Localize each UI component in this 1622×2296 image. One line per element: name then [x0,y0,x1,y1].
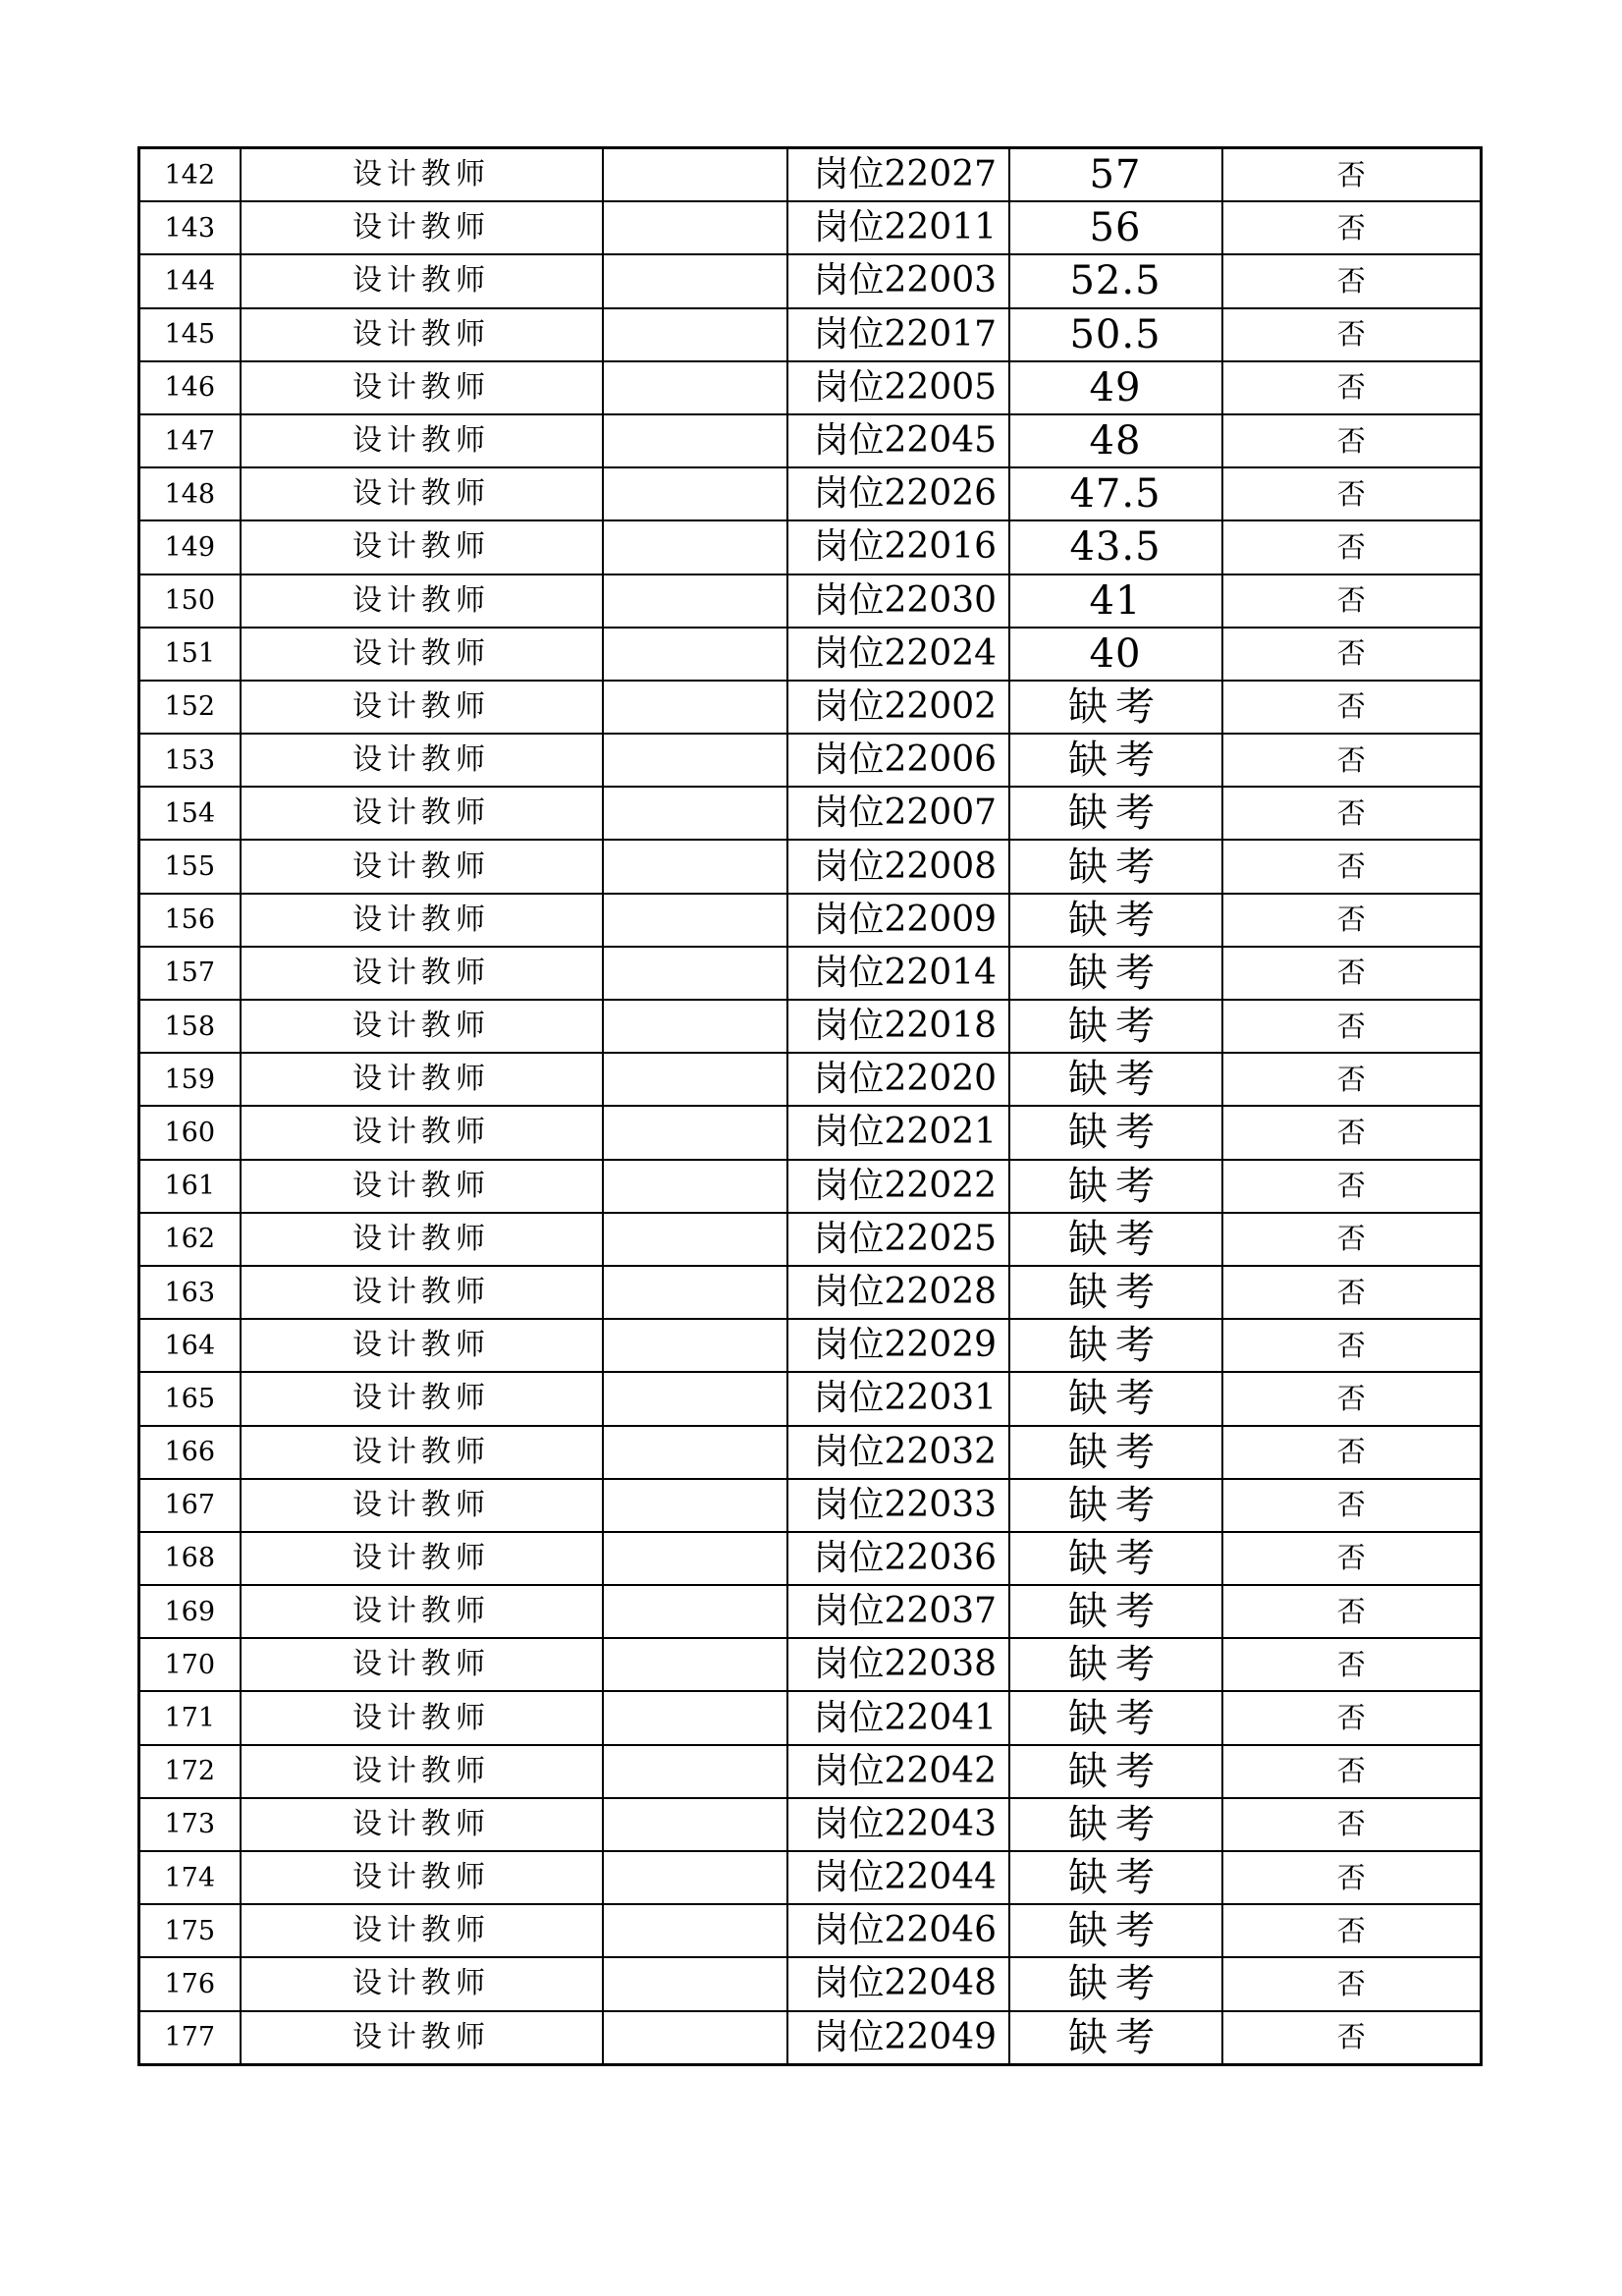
cell-blank [603,1426,787,1479]
cell-score: 缺考 [1009,1851,1222,1904]
table-row [139,1213,1482,1266]
table-row [139,1479,1482,1532]
cell-blank [603,628,787,681]
cell-position-name: 设计教师 [241,148,603,202]
cell-result: 否 [1222,1585,1482,1638]
table-row [139,414,1482,467]
cell-blank [603,1957,787,2010]
cell-blank [603,1213,787,1266]
cell-blank [603,308,787,361]
cell-serial-number: 151 [139,628,241,681]
cell-post-code: 岗位22041 [787,1691,1009,1744]
table-row [139,894,1482,947]
cell-post-code: 岗位22028 [787,1266,1009,1319]
cell-serial-number: 157 [139,947,241,1000]
cell-position-name: 设计教师 [241,1319,603,1372]
cell-score: 缺考 [1009,1585,1222,1638]
cell-score: 缺考 [1009,1160,1222,1213]
cell-post-code: 岗位22005 [787,361,1009,414]
cell-blank [603,1000,787,1053]
cell-serial-number: 173 [139,1798,241,1851]
cell-position-name: 设计教师 [241,1638,603,1691]
cell-serial-number: 153 [139,734,241,787]
cell-score: 缺考 [1009,947,1222,1000]
cell-serial-number: 166 [139,1426,241,1479]
cell-blank [603,2011,787,2065]
cell-result: 否 [1222,1904,1482,1957]
cell-score: 40 [1009,628,1222,681]
cell-result: 否 [1222,1000,1482,1053]
cell-post-code: 岗位22025 [787,1213,1009,1266]
cell-result: 否 [1222,840,1482,893]
cell-position-name: 设计教师 [241,1426,603,1479]
cell-position-name: 设计教师 [241,840,603,893]
table-row [139,1745,1482,1798]
cell-score: 57 [1009,148,1222,202]
cell-blank [603,520,787,574]
cell-position-name: 设计教师 [241,1213,603,1266]
cell-result: 否 [1222,1691,1482,1744]
cell-serial-number: 165 [139,1372,241,1425]
cell-result: 否 [1222,1745,1482,1798]
cell-result: 否 [1222,148,1482,202]
table-row [139,520,1482,574]
cell-score: 47.5 [1009,467,1222,520]
cell-position-name: 设计教师 [241,1053,603,1106]
cell-result: 否 [1222,1851,1482,1904]
cell-result: 否 [1222,681,1482,734]
cell-serial-number: 159 [139,1053,241,1106]
cell-result: 否 [1222,361,1482,414]
cell-post-code: 岗位22002 [787,681,1009,734]
cell-post-code: 岗位22021 [787,1106,1009,1159]
cell-score: 缺考 [1009,1266,1222,1319]
cell-post-code: 岗位22036 [787,1532,1009,1585]
table-row [139,1851,1482,1904]
cell-serial-number: 163 [139,1266,241,1319]
cell-serial-number: 164 [139,1319,241,1372]
cell-serial-number: 168 [139,1532,241,1585]
cell-score: 41 [1009,574,1222,628]
cell-blank [603,467,787,520]
cell-position-name: 设计教师 [241,734,603,787]
cell-score: 缺考 [1009,1426,1222,1479]
table-row [139,1798,1482,1851]
cell-serial-number: 142 [139,148,241,202]
cell-score: 缺考 [1009,1798,1222,1851]
cell-serial-number: 148 [139,467,241,520]
cell-position-name: 设计教师 [241,1479,603,1532]
cell-blank [603,1372,787,1425]
cell-serial-number: 147 [139,414,241,467]
results-table [137,146,1483,2066]
cell-post-code: 岗位22037 [787,1585,1009,1638]
cell-position-name: 设计教师 [241,1532,603,1585]
cell-result: 否 [1222,894,1482,947]
cell-blank [603,1532,787,1585]
cell-post-code: 岗位22049 [787,2011,1009,2065]
table-row [139,1904,1482,1957]
cell-result: 否 [1222,1426,1482,1479]
cell-serial-number: 167 [139,1479,241,1532]
cell-result: 否 [1222,520,1482,574]
cell-result: 否 [1222,1638,1482,1691]
cell-blank [603,840,787,893]
cell-serial-number: 172 [139,1745,241,1798]
cell-blank [603,254,787,307]
cell-post-code: 岗位22020 [787,1053,1009,1106]
cell-position-name: 设计教师 [241,787,603,840]
cell-result: 否 [1222,734,1482,787]
cell-score: 缺考 [1009,1319,1222,1372]
cell-blank [603,1053,787,1106]
cell-post-code: 岗位22046 [787,1904,1009,1957]
table-row [139,254,1482,307]
cell-score: 缺考 [1009,894,1222,947]
cell-serial-number: 146 [139,361,241,414]
cell-post-code: 岗位22044 [787,1851,1009,1904]
cell-serial-number: 149 [139,520,241,574]
cell-blank [603,361,787,414]
table-row [139,574,1482,628]
cell-blank [603,574,787,628]
cell-serial-number: 161 [139,1160,241,1213]
cell-score: 49 [1009,361,1222,414]
results-table-body [139,148,1482,2065]
cell-score: 缺考 [1009,1904,1222,1957]
cell-serial-number: 169 [139,1585,241,1638]
table-row [139,1106,1482,1159]
cell-post-code: 岗位22017 [787,308,1009,361]
cell-position-name: 设计教师 [241,1106,603,1159]
cell-result: 否 [1222,201,1482,254]
cell-result: 否 [1222,574,1482,628]
cell-result: 否 [1222,787,1482,840]
cell-post-code: 岗位22048 [787,1957,1009,2010]
cell-position-name: 设计教师 [241,628,603,681]
cell-score: 缺考 [1009,1638,1222,1691]
cell-serial-number: 176 [139,1957,241,2010]
cell-post-code: 岗位22026 [787,467,1009,520]
cell-score: 56 [1009,201,1222,254]
cell-result: 否 [1222,308,1482,361]
cell-position-name: 设计教师 [241,681,603,734]
cell-position-name: 设计教师 [241,1851,603,1904]
cell-result: 否 [1222,1319,1482,1372]
cell-position-name: 设计教师 [241,574,603,628]
cell-serial-number: 145 [139,308,241,361]
cell-position-name: 设计教师 [241,520,603,574]
cell-serial-number: 154 [139,787,241,840]
cell-blank [603,1851,787,1904]
cell-result: 否 [1222,947,1482,1000]
cell-score: 缺考 [1009,681,1222,734]
table-row [139,1372,1482,1425]
cell-serial-number: 174 [139,1851,241,1904]
cell-post-code: 岗位22024 [787,628,1009,681]
table-row [139,1532,1482,1585]
cell-post-code: 岗位22006 [787,734,1009,787]
table-row [139,361,1482,414]
cell-score: 缺考 [1009,734,1222,787]
cell-position-name: 设计教师 [241,947,603,1000]
cell-score: 缺考 [1009,1053,1222,1106]
cell-position-name: 设计教师 [241,1745,603,1798]
cell-post-code: 岗位22030 [787,574,1009,628]
cell-blank [603,201,787,254]
cell-post-code: 岗位22027 [787,148,1009,202]
table-row [139,734,1482,787]
table-row [139,1266,1482,1319]
cell-result: 否 [1222,1266,1482,1319]
cell-score: 缺考 [1009,787,1222,840]
cell-score: 缺考 [1009,1532,1222,1585]
cell-post-code: 岗位22022 [787,1160,1009,1213]
cell-position-name: 设计教师 [241,1000,603,1053]
cell-serial-number: 155 [139,840,241,893]
cell-result: 否 [1222,1957,1482,2010]
cell-result: 否 [1222,2011,1482,2065]
cell-blank [603,1691,787,1744]
cell-result: 否 [1222,1106,1482,1159]
cell-position-name: 设计教师 [241,1904,603,1957]
cell-serial-number: 177 [139,2011,241,2065]
cell-serial-number: 156 [139,894,241,947]
cell-post-code: 岗位22008 [787,840,1009,893]
cell-position-name: 设计教师 [241,1372,603,1425]
cell-position-name: 设计教师 [241,1957,603,2010]
cell-blank [603,787,787,840]
cell-blank [603,1266,787,1319]
cell-post-code: 岗位22029 [787,1319,1009,1372]
cell-result: 否 [1222,628,1482,681]
cell-result: 否 [1222,467,1482,520]
cell-result: 否 [1222,1160,1482,1213]
table-row [139,1691,1482,1744]
cell-position-name: 设计教师 [241,1160,603,1213]
cell-position-name: 设计教师 [241,1798,603,1851]
cell-score: 50.5 [1009,308,1222,361]
cell-post-code: 岗位22032 [787,1426,1009,1479]
cell-post-code: 岗位22045 [787,414,1009,467]
cell-blank [603,1638,787,1691]
cell-blank [603,1798,787,1851]
table-row [139,628,1482,681]
table-row [139,467,1482,520]
table-row [139,787,1482,840]
cell-post-code: 岗位22043 [787,1798,1009,1851]
cell-serial-number: 144 [139,254,241,307]
table-row [139,308,1482,361]
table-row [139,1957,1482,2010]
cell-serial-number: 171 [139,1691,241,1744]
cell-score: 缺考 [1009,1000,1222,1053]
table-row [139,2011,1482,2065]
cell-blank [603,1745,787,1798]
cell-blank [603,414,787,467]
cell-blank [603,1585,787,1638]
cell-blank [603,1160,787,1213]
table-row [139,1585,1482,1638]
cell-post-code: 岗位22007 [787,787,1009,840]
cell-score: 52.5 [1009,254,1222,307]
cell-blank [603,681,787,734]
cell-score: 缺考 [1009,1745,1222,1798]
cell-blank [603,1106,787,1159]
cell-position-name: 设计教师 [241,308,603,361]
table-row [139,1426,1482,1479]
cell-score: 缺考 [1009,1957,1222,2010]
cell-post-code: 岗位22038 [787,1638,1009,1691]
cell-score: 48 [1009,414,1222,467]
cell-post-code: 岗位22031 [787,1372,1009,1425]
cell-position-name: 设计教师 [241,254,603,307]
table-row [139,947,1482,1000]
cell-score: 43.5 [1009,520,1222,574]
cell-serial-number: 162 [139,1213,241,1266]
cell-position-name: 设计教师 [241,467,603,520]
cell-post-code: 岗位22042 [787,1745,1009,1798]
cell-serial-number: 150 [139,574,241,628]
cell-blank [603,1319,787,1372]
cell-position-name: 设计教师 [241,1585,603,1638]
table-row [139,1000,1482,1053]
table-row [139,840,1482,893]
cell-result: 否 [1222,1532,1482,1585]
cell-serial-number: 170 [139,1638,241,1691]
cell-blank [603,734,787,787]
table-row [139,1160,1482,1213]
cell-serial-number: 143 [139,201,241,254]
cell-score: 缺考 [1009,2011,1222,2065]
cell-result: 否 [1222,414,1482,467]
cell-serial-number: 160 [139,1106,241,1159]
cell-result: 否 [1222,1213,1482,1266]
cell-post-code: 岗位22033 [787,1479,1009,1532]
table-row [139,1053,1482,1106]
cell-score: 缺考 [1009,1479,1222,1532]
cell-blank [603,1479,787,1532]
cell-result: 否 [1222,1053,1482,1106]
cell-position-name: 设计教师 [241,1266,603,1319]
cell-result: 否 [1222,1372,1482,1425]
table-row [139,1319,1482,1372]
cell-post-code: 岗位22011 [787,201,1009,254]
cell-score: 缺考 [1009,1372,1222,1425]
cell-score: 缺考 [1009,1691,1222,1744]
cell-blank [603,148,787,202]
cell-result: 否 [1222,254,1482,307]
cell-serial-number: 152 [139,681,241,734]
cell-blank [603,1904,787,1957]
cell-position-name: 设计教师 [241,2011,603,2065]
cell-post-code: 岗位22014 [787,947,1009,1000]
cell-position-name: 设计教师 [241,361,603,414]
cell-result: 否 [1222,1479,1482,1532]
table-row [139,148,1482,202]
cell-blank [603,894,787,947]
cell-post-code: 岗位22009 [787,894,1009,947]
cell-serial-number: 175 [139,1904,241,1957]
cell-blank [603,947,787,1000]
cell-position-name: 设计教师 [241,894,603,947]
cell-post-code: 岗位22018 [787,1000,1009,1053]
cell-post-code: 岗位22016 [787,520,1009,574]
cell-score: 缺考 [1009,1106,1222,1159]
cell-position-name: 设计教师 [241,201,603,254]
cell-score: 缺考 [1009,840,1222,893]
table-row [139,201,1482,254]
table-row [139,681,1482,734]
cell-result: 否 [1222,1798,1482,1851]
table-row [139,1638,1482,1691]
cell-position-name: 设计教师 [241,1691,603,1744]
cell-score: 缺考 [1009,1213,1222,1266]
cell-serial-number: 158 [139,1000,241,1053]
cell-position-name: 设计教师 [241,414,603,467]
cell-post-code: 岗位22003 [787,254,1009,307]
